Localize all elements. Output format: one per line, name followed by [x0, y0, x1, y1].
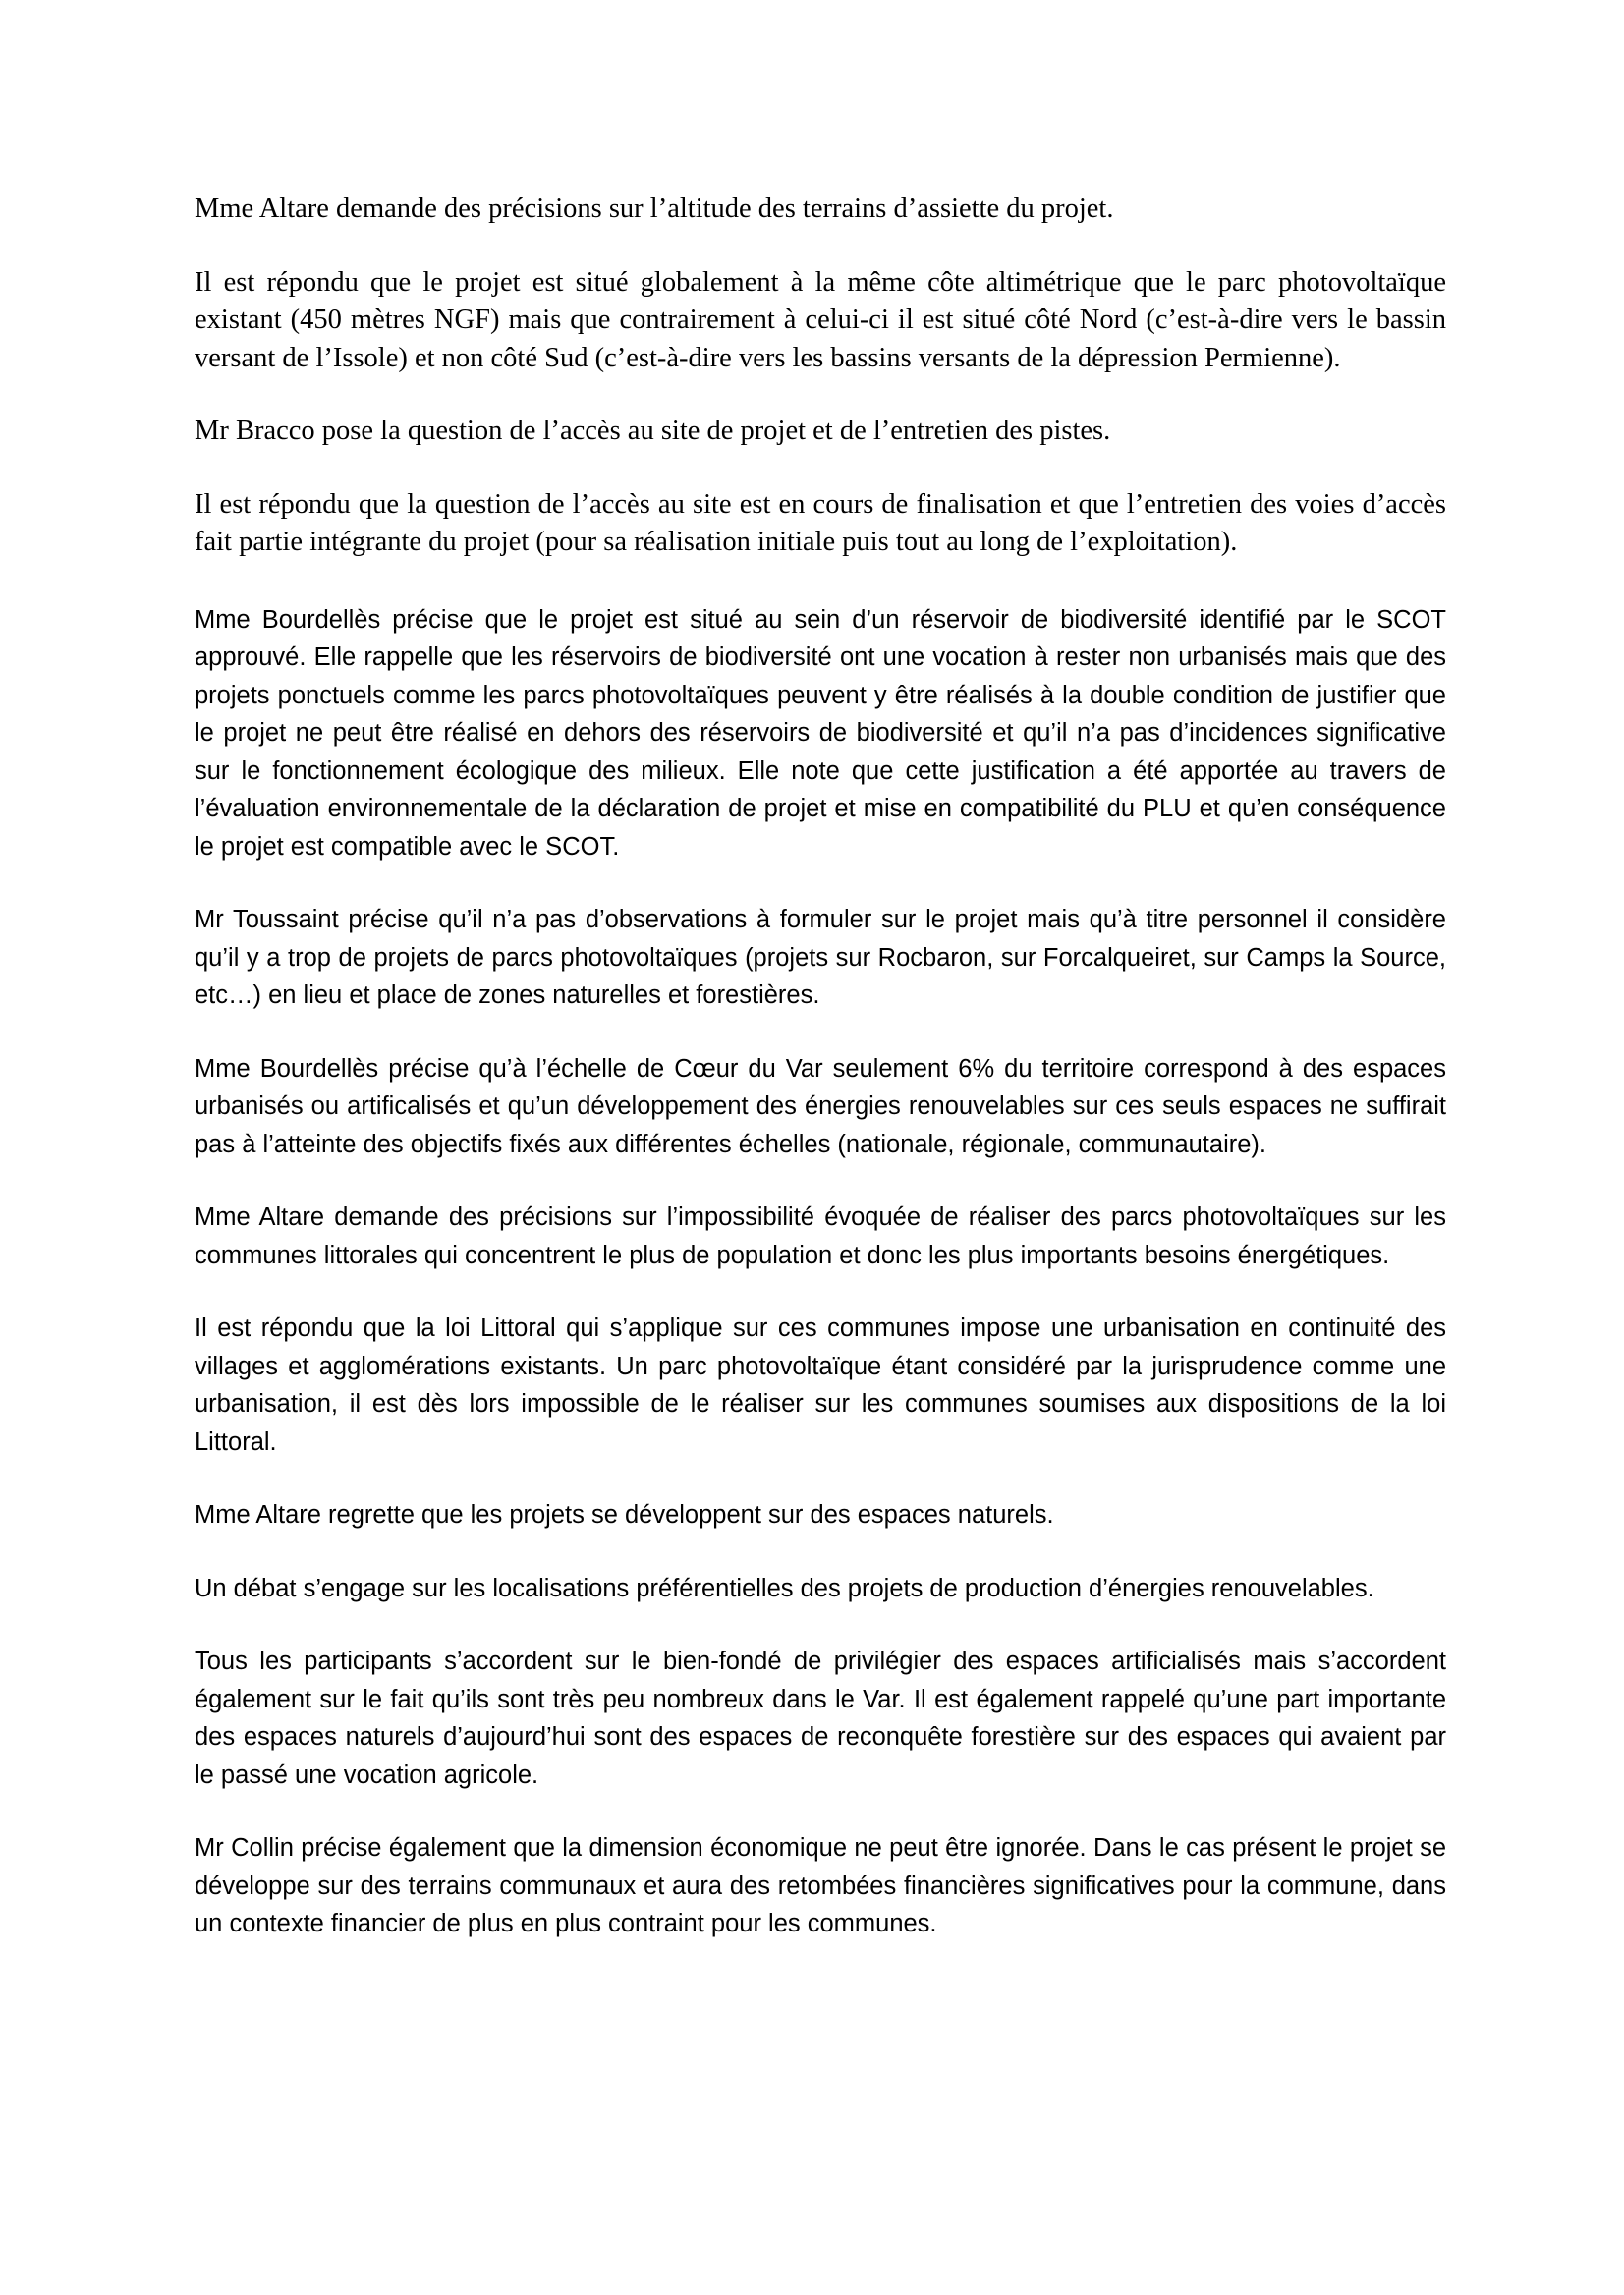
paragraph-bourdelles-territory: Mme Bourdellès précise qu’à l’échelle de Cœur du Var seulement 6% du territoire correspond à des espaces urbanisés ou artificalisés et qu’un développement des énergies renouvelables sur ces seuls espaces ne suffirait pas à l’atteinte des objectifs fixés aux différentes échelles (nationale, régionale, communautaire). [195, 1054, 1446, 1158]
paragraph-bourdelles-scot: Mme Bourdellès précise que le projet est situé au sein d’un réservoir de biodiversité identifié par le SCOT approuvé. Elle rappelle que les réservoirs de biodiversité ont une vocation à rester non urbanisés mais que des projets ponctuels comme les parcs photovoltaïques peuvent y être réalisés à la double condition de justifier que le projet ne peut être réalisé en dehors des réservoirs de biodiversité et qu’il n’a pas d’incidences significative sur le fonctionnement écologique des milieux. Elle note que cette justification a été apportée au travers de l’évaluation environnementale de la déclaration de projet et mise en compatibilité du PLU et qu’en conséquence le projet est compatible avec le SCOT. [195, 605, 1446, 861]
paragraph-altare-regret: Mme Altare regrette que les projets se développent sur des espaces naturels. [195, 1501, 1054, 1529]
paragraph-bracco-access: Mr Bracco pose la question de l’accès au site de projet et de l’entretien des pistes. [195, 416, 1111, 446]
paragraph-altare-altitude: Mme Altare demande des précisions sur l’altitude des terrains d’assiette du projet. [195, 194, 1114, 224]
paragraph-participants-agreement: Tous les participants s’accordent sur le bien-fondé de privilégier des espaces artificialisés mais s’accordent également sur le fait qu’ils sont très peu nombreux dans le Var. Il est également rappelé qu’une part importante des espaces naturels d’aujourd’hui sont des espaces de reconquête forestière sur des espaces qui avaient par le passé une vocation agricole. [195, 1648, 1446, 1789]
paragraph-debate: Un débat s’engage sur les localisations préférentielles des projets de production d’énergies renouvelables. [195, 1574, 1374, 1602]
paragraph-collin-economics: Mr Collin précise également que la dimension économique ne peut être ignorée. Dans le cas présent le projet se développe sur des terrains communaux et aura des retombées financières significatives pour la commune, dans un contexte financier de plus en plus contraint pour les communes. [195, 1834, 1446, 1937]
paragraph-response-access: Il est répondu que la question de l’accès au site est en cours de finalisation et que l’entretien des voies d’accès fait partie intégrante du projet (pour sa réalisation initiale puis tout au long de l’exploitation). [195, 488, 1446, 557]
paragraph-toussaint-observations: Mr Toussaint précise qu’il n’a pas d’observations à formuler sur le projet mais qu’à titre personnel il considère qu’il y a trop de projets de parcs photovoltaïques (projets sur Rocbaron, sur Forcalqueiret, sur Camps la Source, etc…) en lieu et place de zones naturelles et forestières. [195, 906, 1446, 1009]
paragraph-response-altitude: Il est répondu que le projet est situé globalement à la même côte altimétrique que le parc photovoltaïque existant (450 mètres NGF) mais que contrairement à celui-ci il est situé côté Nord (c’est-à-dire vers le bassin versant de l’Issole) et non côté Sud (c’est-à-dire vers les bassins versants de la dépression Permienne). [195, 266, 1446, 373]
paragraph-altare-littoral: Mme Altare demande des précisions sur l’impossibilité évoquée de réaliser des parcs photovoltaïques sur les communes littorales qui concentrent le plus de population et donc les plus importants besoins énergétiques. [195, 1203, 1446, 1269]
document-body [195, 191, 1446, 1979]
paragraph-response-littoral: Il est répondu que la loi Littoral qui s’applique sur ces communes impose une urbanisation en continuité des villages et agglomérations existants. Un parc photovoltaïque étant considéré par la jurisprudence comme une urbanisation, il est dès lors impossible de le réaliser sur les communes soumises aux dispositions de la loi Littoral. [195, 1315, 1446, 1456]
